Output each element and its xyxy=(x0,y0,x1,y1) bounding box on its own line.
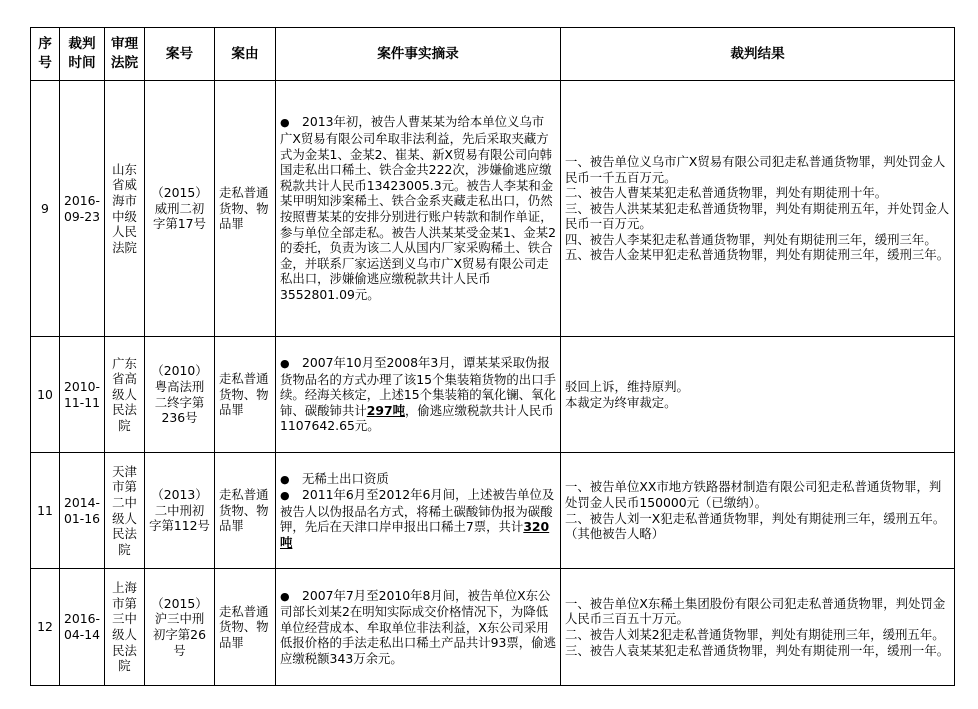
result-line: 二、被告人刘一X犯走私普通货物罪，判处有期徒刑三年，缓刑五年。 xyxy=(565,510,946,526)
result-line: 驳回上诉，维持原判。 xyxy=(565,378,689,394)
fact-text: 2013年初，被告人曹某某为给本单位义乌市广X贸易有限公司牟取非法利益，先后采取夹藏方式为金某1、金某2、崔某、新X贸易有限公司向韩国走私出口稀土、铁合金共222次，涉嫌偷逃应缴税款共计人民币13423005.3元。被告人李某和金某甲明知涉案稀土、铁合金系夹藏走私出口，仍然按照曹某某的安排分别进行账户转款和制作单证，参与单位全部走私。被告人洪某某受金某1、金某2的委托，负责为该二人从国内厂家采购稀土、铁合金，并联系厂家运送到义乌市广X贸易有限公司走私出口，涉嫌偷逃应缴税款共计人民币3552801.09元。 xyxy=(280,114,556,302)
cell-date: 2016-09-23 xyxy=(60,81,105,337)
fact-emphasis: 297吨 xyxy=(366,402,405,418)
result-line: 一、被告单位义乌市广X贸易有限公司犯走私普通货物罪，判处罚金人民币一千五百万元。 xyxy=(565,153,946,185)
bullet-icon: ● xyxy=(280,116,290,130)
cell-court: 上海市第三中级人民法院 xyxy=(105,569,145,686)
header-cause: 案由 xyxy=(215,28,276,81)
cell-case-no: （2015）威刑二初字第17号 xyxy=(145,81,215,337)
header-date: 裁判时间 xyxy=(60,28,105,81)
bullet-icon: ● xyxy=(280,589,290,603)
cell-facts xyxy=(276,337,561,453)
result-line: 二、被告人曹某某犯走私普通货物罪，判处有期徒刑十年。 xyxy=(565,185,888,201)
cell-no: 10 xyxy=(31,337,60,453)
table-row xyxy=(31,337,955,453)
cell-result xyxy=(561,569,955,686)
cell-date: 2016-04-14 xyxy=(60,569,105,686)
result-line: 四、被告人李某犯走私普通货物罪，判处有期徒刑三年，缓刑三年。 xyxy=(565,231,937,247)
header-row xyxy=(31,28,955,81)
fact-paragraph xyxy=(280,355,556,434)
cell-case-no: （2010）粤高法刑二终字第236号 xyxy=(145,337,215,453)
cell-no: 11 xyxy=(31,453,60,569)
cell-cause: 走私普通货物、物品罪 xyxy=(215,453,276,569)
cell-case-no: （2015）沪三中刑初字第26号 xyxy=(145,569,215,686)
case-table xyxy=(30,27,955,686)
cell-facts xyxy=(276,453,561,569)
header-court: 审理法院 xyxy=(105,28,145,81)
result-line: 二、被告人刘某2犯走私普通货物罪，判处有期徒刑三年，缓刑五年。 xyxy=(565,627,945,642)
bullet-icon: ● xyxy=(280,489,290,503)
header-facts: 案件事实摘录 xyxy=(276,28,561,81)
fact-text: 2011年6月至2012年6月间，上述被告单位及被告人以伪报品名方式，将稀土碳酸铈伪报为碳酸钾，先后在天津口岸申报出口稀土7票，共计 xyxy=(280,487,555,535)
cell-facts xyxy=(276,569,561,686)
cell-result xyxy=(561,81,955,337)
result-line: 一、被告单位X东稀土集团股份有限公司犯走私普通货物罪，判处罚金人民币三百五十万元。 xyxy=(565,595,946,627)
fact-text: 无稀土出口资质 xyxy=(302,470,389,486)
header-no: 序号 xyxy=(31,28,60,81)
fact-text-after: ，偷逃应缴税款共计人民币1107642.65元。 xyxy=(280,402,554,434)
cell-no: 9 xyxy=(31,81,60,337)
cell-cause: 走私普通货物、物品罪 xyxy=(215,569,276,686)
table-row xyxy=(31,453,955,569)
fact-emphasis: 320吨 xyxy=(280,519,550,550)
fact-paragraph xyxy=(280,588,556,667)
cell-no: 12 xyxy=(31,569,60,686)
result-line: 三、被告人袁某某犯走私普通货物罪，判处有期徒刑一年，缓刑一年。 xyxy=(565,642,950,658)
cell-facts xyxy=(276,81,561,337)
cell-court: 山东省威海市中级人民法院 xyxy=(105,81,145,337)
result-line: 一、被告单位XX市地方铁路器材制造有限公司犯走私普通货物罪，判处罚金人民币150000元（已缴纳）。 xyxy=(565,479,942,510)
cell-result xyxy=(561,337,955,453)
bullet-icon: ● xyxy=(280,357,290,371)
cell-cause: 走私普通货物、物品罪 xyxy=(215,81,276,337)
header-case-no: 案号 xyxy=(145,28,215,81)
fact-paragraph xyxy=(280,487,556,550)
header-result: 裁判结果 xyxy=(561,28,955,81)
table-row xyxy=(31,569,955,686)
bullet-icon: ● xyxy=(280,472,290,486)
cell-court: 广东省高级人民法院 xyxy=(105,337,145,453)
result-line: 五、被告人金某甲犯走私普通货物罪，判处有期徒刑三年，缓刑三年。 xyxy=(565,247,950,263)
fact-text: 2007年7月至2010年8月间，被告单位X东公司部长刘某2在明知实际成交价格情况下，为降低单位经营成本、牟取单位非法利益，X东公司采用低报价格的手法走私出口稀土产品共计93票，偷逃应缴税额343万余元。 xyxy=(280,587,556,666)
cell-case-no: （2013）二中刑初字第112号 xyxy=(145,453,215,569)
result-line: 三、被告人洪某某犯走私普通货物罪，判处有期徒刑五年，并处罚金人民币一百万元。 xyxy=(565,200,950,232)
result-line: （其他被告人略） xyxy=(565,526,665,542)
table-row xyxy=(31,81,955,337)
fact-paragraph xyxy=(280,114,556,302)
fact-text: 2007年10月至2008年3月，谭某某采取伪报货物品名的方式办理了该15个集装箱货物的出口手续。经海关核定，上述15个集装箱的氧化镧、氧化铈、碳酸铈共计 xyxy=(280,355,556,418)
cell-date: 2014-01-16 xyxy=(60,453,105,569)
cell-court: 天津市第二中级人民法院 xyxy=(105,453,145,569)
fact-paragraph xyxy=(280,471,556,488)
cell-cause: 走私普通货物、物品罪 xyxy=(215,337,276,453)
result-line: 本裁定为终审裁定。 xyxy=(565,394,677,410)
cell-result xyxy=(561,453,955,569)
cell-date: 2010-11-11 xyxy=(60,337,105,453)
